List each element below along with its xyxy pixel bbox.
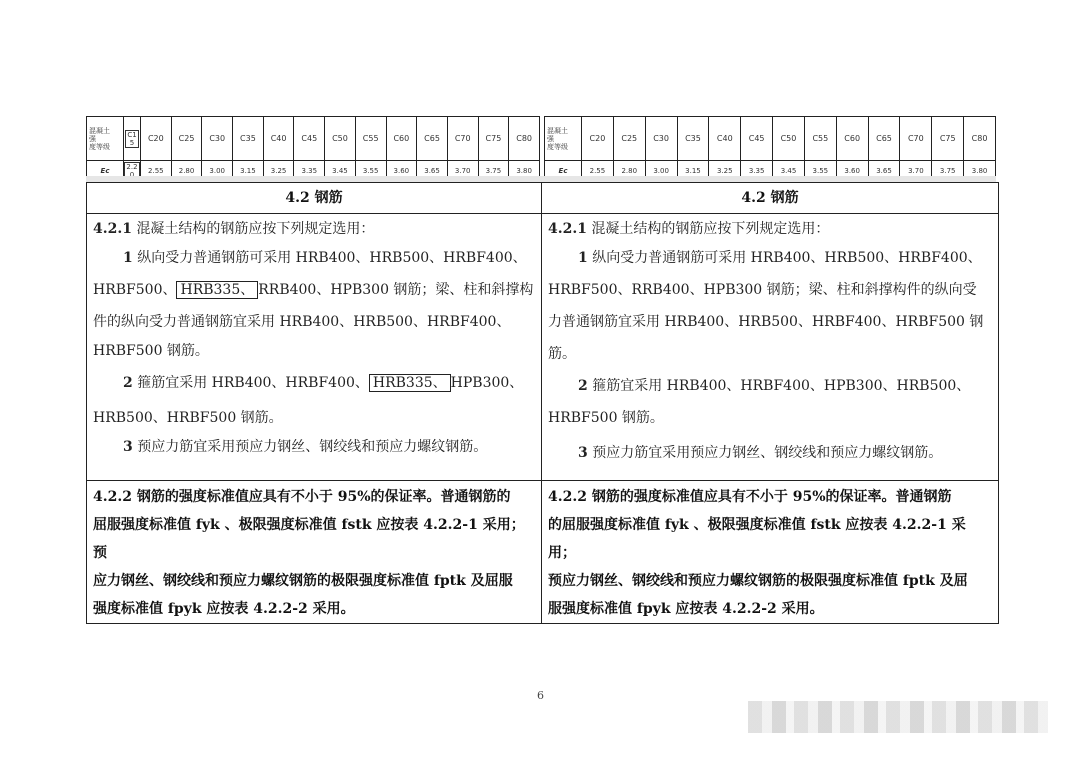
clause-422-line: 应力钢丝、钢绞线和预应力螺纹钢筋的极限强度标准值 fptk 及屈服 — [93, 573, 513, 589]
grade-cell: C55 — [804, 117, 836, 161]
modulus-value-cell: 3.15 — [677, 161, 709, 182]
deleted-text-box: HRB335、 — [176, 281, 258, 299]
modulus-value-cell: 3.80 — [509, 161, 540, 182]
item-1-line: 1 纵向受力普通钢筋可采用 HRB400、HRB500、HRBF400、 — [123, 250, 527, 266]
page-number: 6 — [537, 689, 544, 702]
clause-421-new — [542, 214, 999, 481]
modulus-value-cell: 3.55 — [804, 161, 836, 182]
clause-heading: 4.2.1 混凝土结构的钢筋应按下列规定选用： — [548, 221, 830, 237]
clause-422-line: 4.2.2 钢筋的强度标准值应具有不小于 95%的保证率。普通钢筋 — [548, 489, 952, 505]
modulus-value-cell: 2.80 — [171, 161, 202, 182]
modulus-value-cell: 3.65 — [417, 161, 448, 182]
clause-422-line: 服强度标准值 fpyk 应按表 4.2.2-2 采用。 — [548, 601, 824, 617]
watermark-blur — [748, 701, 1048, 733]
item-2-line: 2 箍筋宜采用 HRB400、HRBF400、 HRB335、 HPB300、 — [123, 375, 524, 391]
clause-422-line: 屈服强度标准值 fyk 、极限强度标准值 fstk 应按表 4.2.2-1 采用；预 — [93, 517, 525, 561]
deleted-grade-cell: C1 5 — [124, 117, 141, 161]
grade-cell: C75 — [478, 117, 509, 161]
grade-header-cell: 混凝土 强 度等级 — [545, 117, 582, 161]
item-1-line: HRBF500 钢筋。 — [93, 343, 209, 359]
comparison-table — [86, 182, 999, 624]
section-title-left: 4.2 钢筋 — [87, 183, 542, 214]
grade-cell: C75 — [932, 117, 964, 161]
item-3-line: 3 预应力筋宜采用预应力钢丝、钢绞线和预应力螺纹钢筋。 — [123, 439, 488, 455]
clause-422-line: 的屈服强度标准值 fyk 、极限强度标准值 fstk 应按表 4.2.2-1 采用； — [548, 517, 966, 561]
grade-cell: C70 — [900, 117, 932, 161]
concrete-modulus-tables — [86, 116, 996, 182]
item-2-line: HRB500、HRBF500 钢筋。 — [93, 410, 283, 426]
grade-cell: C70 — [447, 117, 478, 161]
grade-cell: C20 — [582, 117, 614, 161]
clause-422-line: 4.2.2 钢筋的强度标准值应具有不小于 95%的保证率。普通钢筋的 — [93, 489, 511, 505]
modulus-value-cell: 3.45 — [325, 161, 356, 182]
modulus-value-cell: 3.60 — [836, 161, 868, 182]
modulus-value-cell: 3.55 — [355, 161, 386, 182]
modulus-value-cell: 3.75 — [478, 161, 509, 182]
modulus-value-cell: 3.80 — [964, 161, 996, 182]
modulus-value-cell: 3.15 — [233, 161, 264, 182]
grade-cell: C35 — [677, 117, 709, 161]
grade-cell: C40 — [263, 117, 294, 161]
modulus-value-cell: 3.00 — [645, 161, 677, 182]
grade-cell: C45 — [294, 117, 325, 161]
deleted-value-cell: 2.2 — [124, 161, 141, 182]
clause-421-old — [87, 214, 542, 481]
modulus-value-cell: 3.70 — [900, 161, 932, 182]
modulus-value-cell: 3.70 — [447, 161, 478, 182]
grade-cell: C60 — [836, 117, 868, 161]
item-2-line: 2 箍筋宜采用 HRB400、HRBF400、HPB300、HRB500、 — [578, 378, 971, 394]
clause-heading: 4.2.1 混凝土结构的钢筋应按下列规定选用： — [93, 221, 375, 237]
item-1-line: 件的纵向受力普通钢筋宜采用 HRB400、HRB500、HRBF400、 — [93, 314, 511, 330]
item-1-line: 力普通钢筋宜采用 HRB400、HRB500、HRBF400、HRBF500 钢筋。 — [548, 314, 984, 362]
modulus-value-cell: 3.45 — [773, 161, 805, 182]
clause-422-old — [87, 481, 542, 624]
grade-cell: C55 — [355, 117, 386, 161]
grade-cell: C20 — [141, 117, 172, 161]
modulus-value-cell: 2.80 — [613, 161, 645, 182]
grade-cell: C80 — [964, 117, 996, 161]
grade-cell: C65 — [417, 117, 448, 161]
grade-cell: C45 — [741, 117, 773, 161]
ec-label-cell: Ec — [87, 161, 124, 182]
grade-cell: C35 — [233, 117, 264, 161]
section-title-right: 4.2 钢筋 — [542, 183, 999, 214]
grade-cell: C30 — [645, 117, 677, 161]
modulus-value-cell: 2.55 — [582, 161, 614, 182]
grade-cell: C40 — [709, 117, 741, 161]
clause-422-line: 强度标准值 fpyk 应按表 4.2.2-2 采用。 — [93, 601, 355, 617]
item-2-line: HRBF500 钢筋。 — [548, 410, 664, 426]
modulus-value-cell: 3.35 — [741, 161, 773, 182]
deleted-text-box: HRB335、 — [369, 374, 451, 392]
grade-cell: C30 — [202, 117, 233, 161]
grade-header-cell: 混凝土 强 度等级 — [87, 117, 124, 161]
modulus-value-cell: 3.25 — [709, 161, 741, 182]
clause-422-new — [542, 481, 999, 624]
modulus-table-right — [544, 116, 996, 182]
modulus-value-cell: 3.00 — [202, 161, 233, 182]
grade-cell: C60 — [386, 117, 417, 161]
modulus-table-left — [86, 116, 540, 182]
modulus-value-cell: 3.60 — [386, 161, 417, 182]
modulus-value-cell: 3.65 — [868, 161, 900, 182]
grade-cell: C80 — [509, 117, 540, 161]
grade-cell: C25 — [613, 117, 645, 161]
grade-cell: C65 — [868, 117, 900, 161]
clause-422-line: 预应力钢丝、钢绞线和预应力螺纹钢筋的极限强度标准值 fptk 及屈 — [548, 573, 968, 589]
modulus-value-cell: 3.75 — [932, 161, 964, 182]
grade-cell: C50 — [773, 117, 805, 161]
modulus-value-cell: 3.25 — [263, 161, 294, 182]
modulus-value-cell: 2.55 — [141, 161, 172, 182]
item-1-line: HRBF500、 HRB335、 RRB400、HPB300 钢筋；梁、柱和斜撑构 — [93, 282, 534, 298]
item-1-line: HRBF500、RRB400、HPB300 钢筋；梁、柱和斜撑构件的纵向受 — [548, 282, 977, 298]
grade-cell: C25 — [171, 117, 202, 161]
ec-label-cell: Ec — [545, 161, 582, 182]
grade-cell: C50 — [325, 117, 356, 161]
item-3-line: 3 预应力筋宜采用预应力钢丝、钢绞线和预应力螺纹钢筋。 — [578, 445, 943, 461]
modulus-value-cell: 3.35 — [294, 161, 325, 182]
item-1-line: 1 纵向受力普通钢筋可采用 HRB400、HRB500、HRBF400、 — [578, 250, 982, 266]
